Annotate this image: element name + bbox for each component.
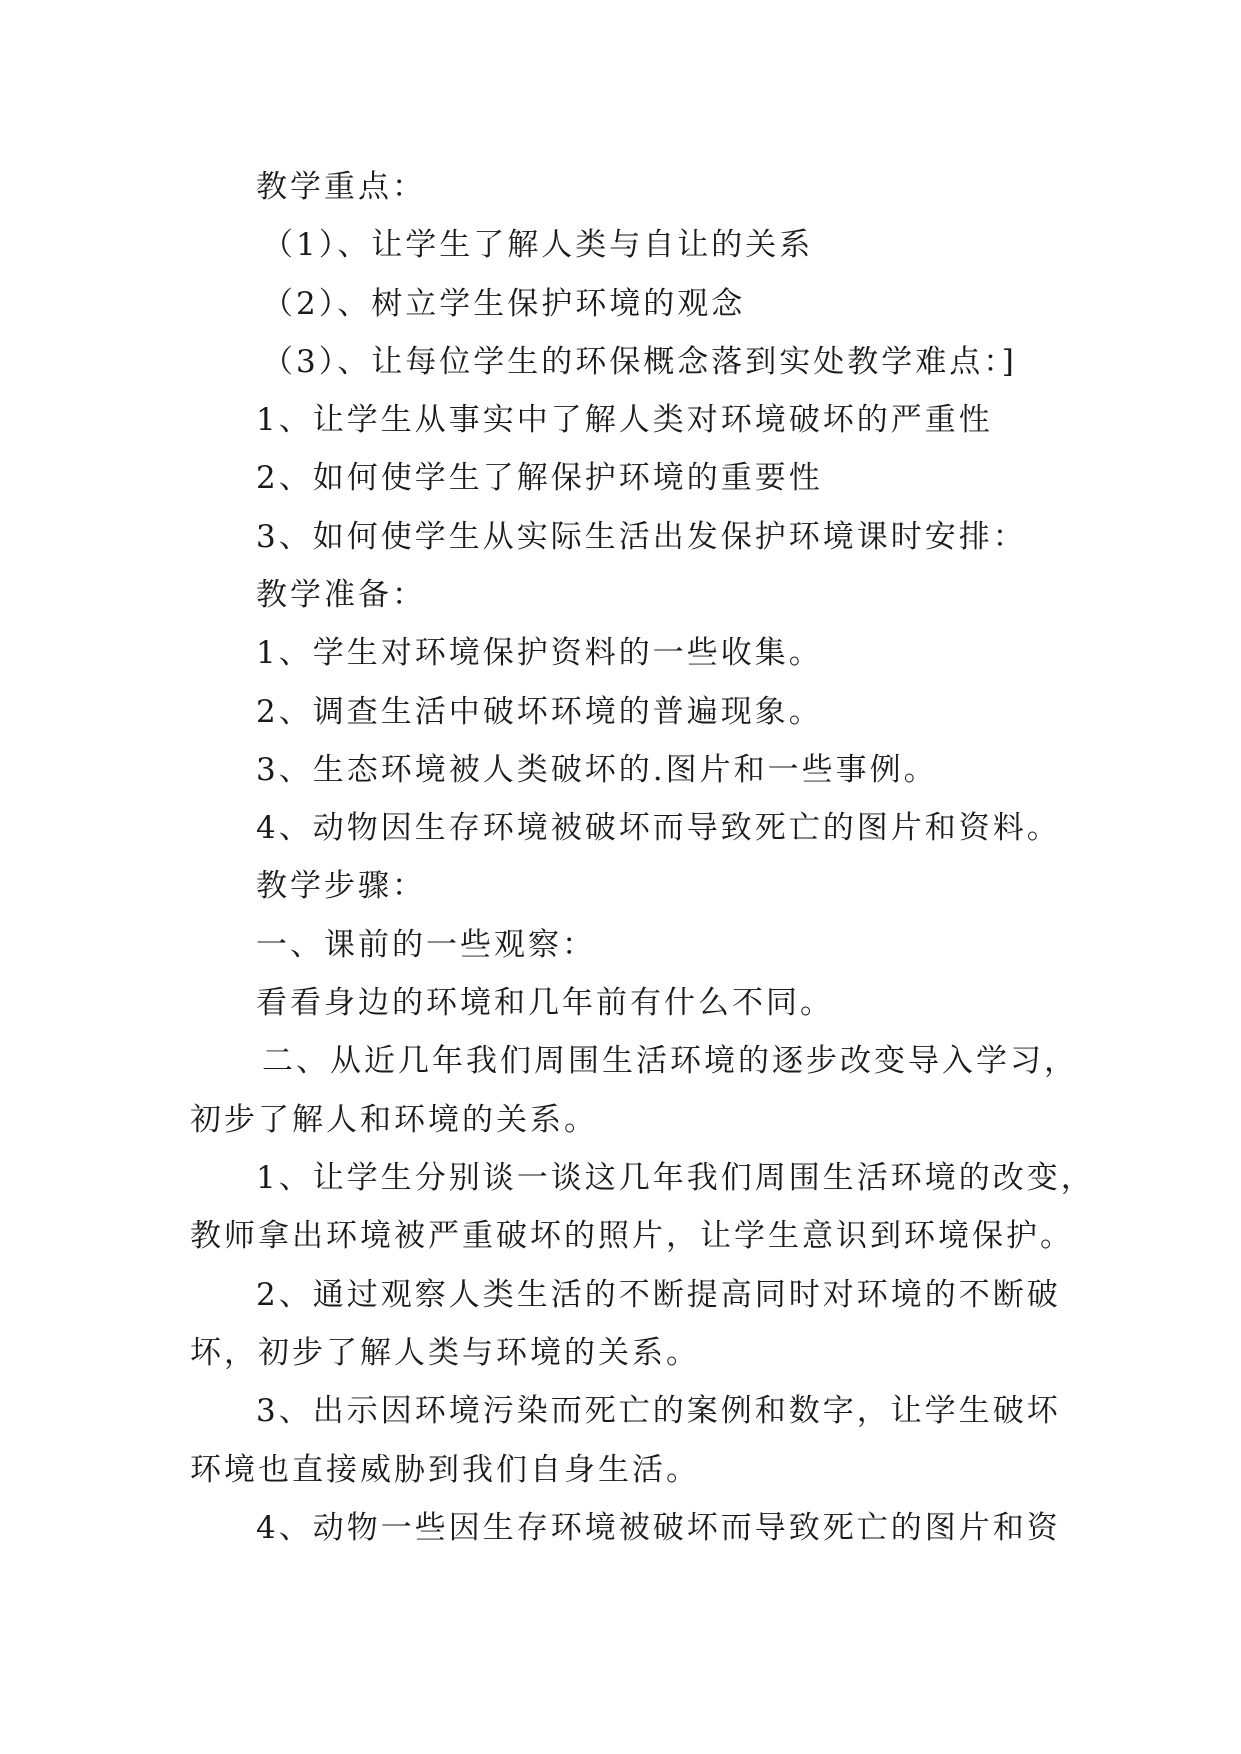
difficulty-item-3: 3、如何使学生从实际生活出发保护环境课时安排： [256,519,1027,555]
focus-item-2: （2）、树立学生保护环境的观念 [262,286,746,322]
heading-steps: 教学步骤： [256,868,426,904]
step-1-text: 看看身边的环境和几年前有什么不同。 [256,985,834,1021]
step-1-heading: 一、课前的一些观察： [256,927,596,963]
step-2-item-1-line-1: 1、让学生分别谈一谈这几年我们周围生活环境的改变， [256,1160,1095,1196]
preparation-item-2: 2、调查生活中破坏环境的普遍现象。 [256,694,823,730]
focus-item-1: （1）、让学生了解人类与自让的关系 [262,227,814,263]
step-2-item-3-line-1: 3、出示因环境污染而死亡的案例和数字，让学生破坏 [256,1393,1061,1429]
step-2-item-4-line-1: 4、动物一些因生存环境被破坏而导致死亡的图片和资 [256,1510,1061,1546]
preparation-item-4: 4、动物因生存环境被破坏而导致死亡的图片和资料。 [256,810,1061,846]
heading-preparation: 教学准备： [256,577,426,613]
preparation-item-3: 3、生态环境被人类破坏的.图片和一些事例。 [256,752,938,788]
difficulty-item-1: 1、让学生从事实中了解人类对环境破坏的严重性 [256,402,993,438]
step-2-heading-line-1: 二、从近几年我们周围生活环境的逐步改变导入学习， [262,1043,1078,1079]
preparation-item-1: 1、学生对环境保护资料的一些收集。 [256,635,823,671]
step-2-item-1-line-2: 教师拿出环境被严重破坏的照片，让学生意识到环境保护。 [190,1218,1074,1254]
step-2-item-2-line-1: 2、通过观察人类生活的不断提高同时对环境的不断破 [256,1277,1061,1313]
focus-item-3: （3）、让每位学生的环保概念落到实处教学难点：] [262,344,1017,380]
step-2-item-3-line-2: 环境也直接威胁到我们自身生活。 [190,1452,700,1488]
step-2-heading-line-2: 初步了解人和环境的关系。 [190,1102,598,1138]
step-2-item-2-line-2: 坏，初步了解人类与环境的关系。 [190,1335,700,1371]
difficulty-item-2: 2、如何使学生了解保护环境的重要性 [256,460,823,496]
heading-teaching-focus: 教学重点： [256,169,426,205]
